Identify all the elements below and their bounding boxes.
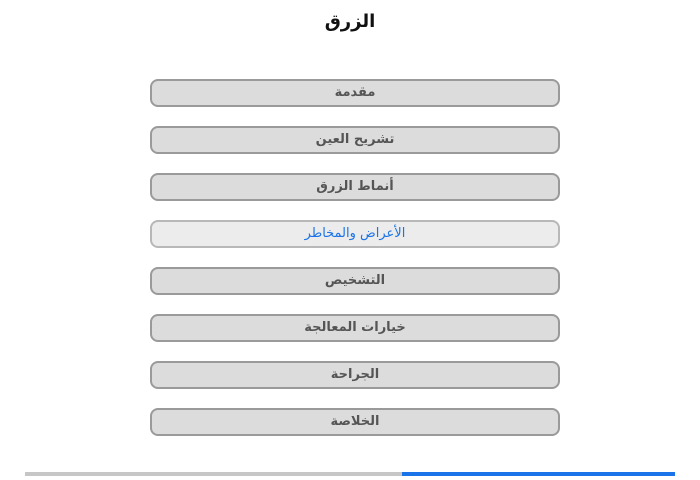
progress-bar-fill xyxy=(402,472,675,476)
progress-bar xyxy=(25,472,675,476)
menu-item-diagnosis[interactable]: التشخيص xyxy=(150,267,560,295)
menu-item-surgery[interactable]: الجراحة xyxy=(150,361,560,389)
menu-item-glaucoma-types[interactable]: أنماط الزرق xyxy=(150,173,560,201)
menu-item-symptoms-risks[interactable]: الأعراض والمخاطر xyxy=(150,220,560,248)
menu-item-treatment-options[interactable]: خيارات المعالجة xyxy=(150,314,560,342)
chapter-menu xyxy=(150,79,560,455)
page-title: الزرق xyxy=(324,11,376,32)
menu-item-summary[interactable]: الخلاصة xyxy=(150,408,560,436)
menu-item-eye-anatomy[interactable]: تشريح العين xyxy=(150,126,560,154)
menu-item-introduction[interactable]: مقدمة xyxy=(150,79,560,107)
